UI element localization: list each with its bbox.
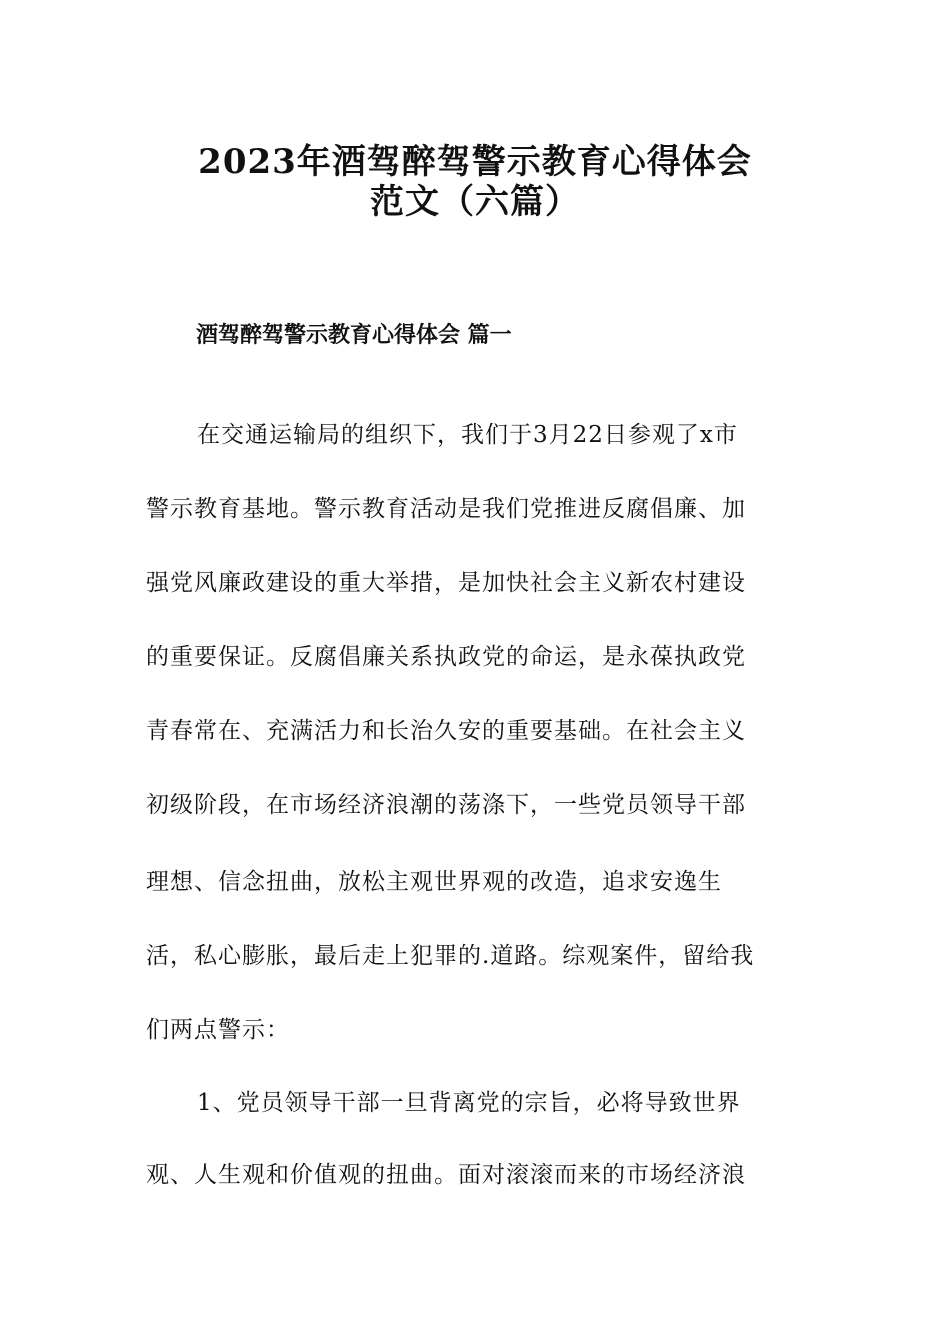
paragraph-1-line-7: 理想、信念扭曲，放松主观世界观的改造，追求安逸生 [146,869,722,895]
section-heading: 酒驾醉驾警示教育心得体会 篇一 [196,322,512,348]
paragraph-1-line-5: 青春常在、充满活力和长治久安的重要基础。在社会主义 [146,718,746,744]
paragraph-1-line-2: 警示教育基地。警示教育活动是我们党推进反腐倡廉、加 [146,496,746,522]
document-title-line-1: 2023年酒驾醉驾警示教育心得体会 [198,142,752,182]
document-title-line-2: 范文（六篇） [370,182,580,222]
paragraph-1-line-8: 活，私心膨胀，最后走上犯罪的.道路。综观案件，留给我 [146,943,755,969]
paragraph-2-line-2: 观、人生观和价值观的扭曲。面对滚滚而来的市场经济浪 [146,1162,746,1188]
paragraph-1-line-1: 在交通运输局的组织下，我们于3月22日参观了x市 [197,422,738,448]
paragraph-1-line-4: 的重要保证。反腐倡廉关系执政党的命运，是永葆执政党 [146,644,746,670]
paragraph-1-line-6: 初级阶段，在市场经济浪潮的荡涤下，一些党员领导干部 [146,792,746,818]
paragraph-1-line-9: 们两点警示： [146,1017,290,1043]
paragraph-1-line-3: 强党风廉政建设的重大举措，是加快社会主义新农村建设 [146,570,746,596]
paragraph-2-line-1: 1、党员领导干部一旦背离党的宗旨，必将导致世界 [197,1090,741,1116]
